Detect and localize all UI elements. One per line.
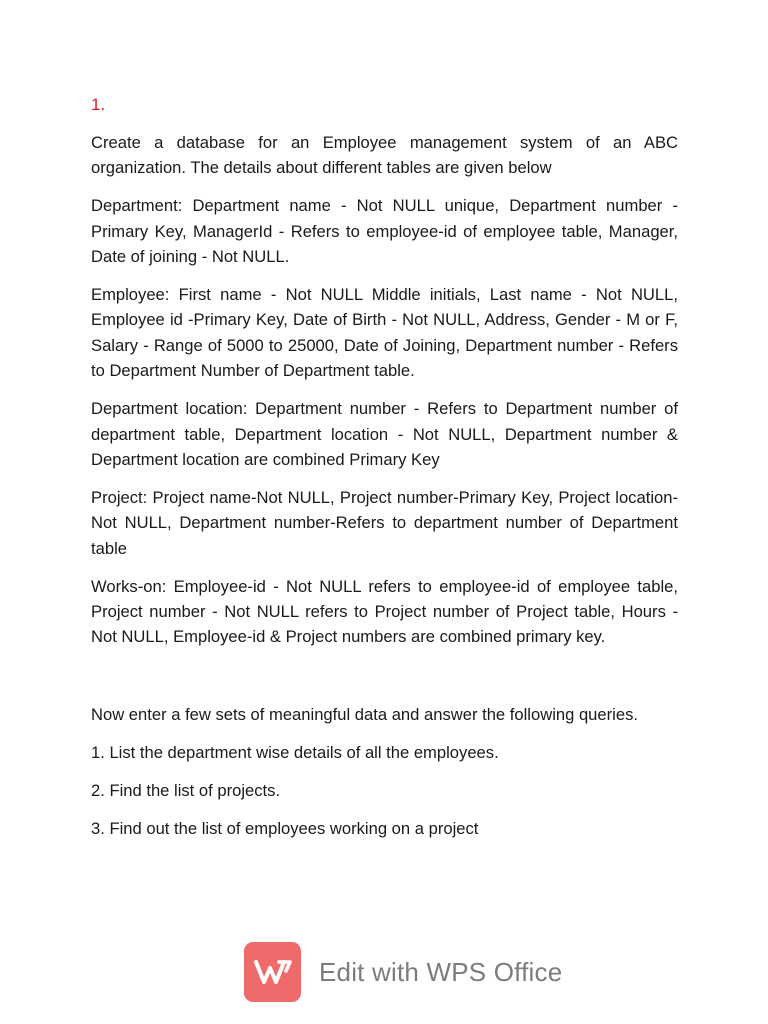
intro-paragraph: Create a database for an Employee management system of an ABC organization. The details about different tables are given below (91, 133, 678, 178)
project-table-paragraph: Project: Project name-Not NULL, Project number-Primary Key, Project location-Not NULL, Department number-Refers to department number of Department table (91, 487, 678, 558)
query-item: 1. List the department wise details of all the employees. (91, 742, 499, 762)
wps-office-logo-icon (244, 942, 301, 1002)
query-item: 3. Find out the list of employees working on a project (91, 818, 479, 838)
wps-w-glyph-icon (253, 957, 293, 987)
works-on-table-paragraph: Works-on: Employee-id - Not NULL refers to employee-id of employee table, Project number - Not NULL refers to Project number of Project table, Hours - Not NULL, Employee-id & Project numbers are combined primary key. (91, 576, 678, 647)
edit-with-wps-banner[interactable] (244, 942, 562, 1002)
department-location-table-paragraph: Department location: Department number - Refers to Department number of department table, Department location - Not NULL, Department number & Department location are combined Primary Key (91, 399, 678, 469)
query-item: 2. Find the list of projects. (91, 780, 281, 800)
instruction-paragraph: Now enter a few sets of meaningful data and answer the following queries. (91, 704, 638, 724)
document-body (91, 92, 678, 853)
department-table-paragraph: Department: Department name - Not NULL unique, Department number - Primary Key, ManagerId - Refers to employee-id of employee table, Manager, Date of joining - Not NULL. (91, 196, 678, 267)
employee-table-paragraph: Employee: First name - Not NULL Middle initials, Last name - Not NULL, Employee id -Primary Key, Date of Birth - Not NULL, Address, Gender - M or F, Salary - Range of 5000 to 25000, Date of Joining, Department number - Refers to Department Number of Department table. (91, 285, 678, 381)
edit-with-wps-label[interactable]: Edit with WPS Office (319, 956, 563, 987)
question-number: 1. (91, 95, 106, 114)
